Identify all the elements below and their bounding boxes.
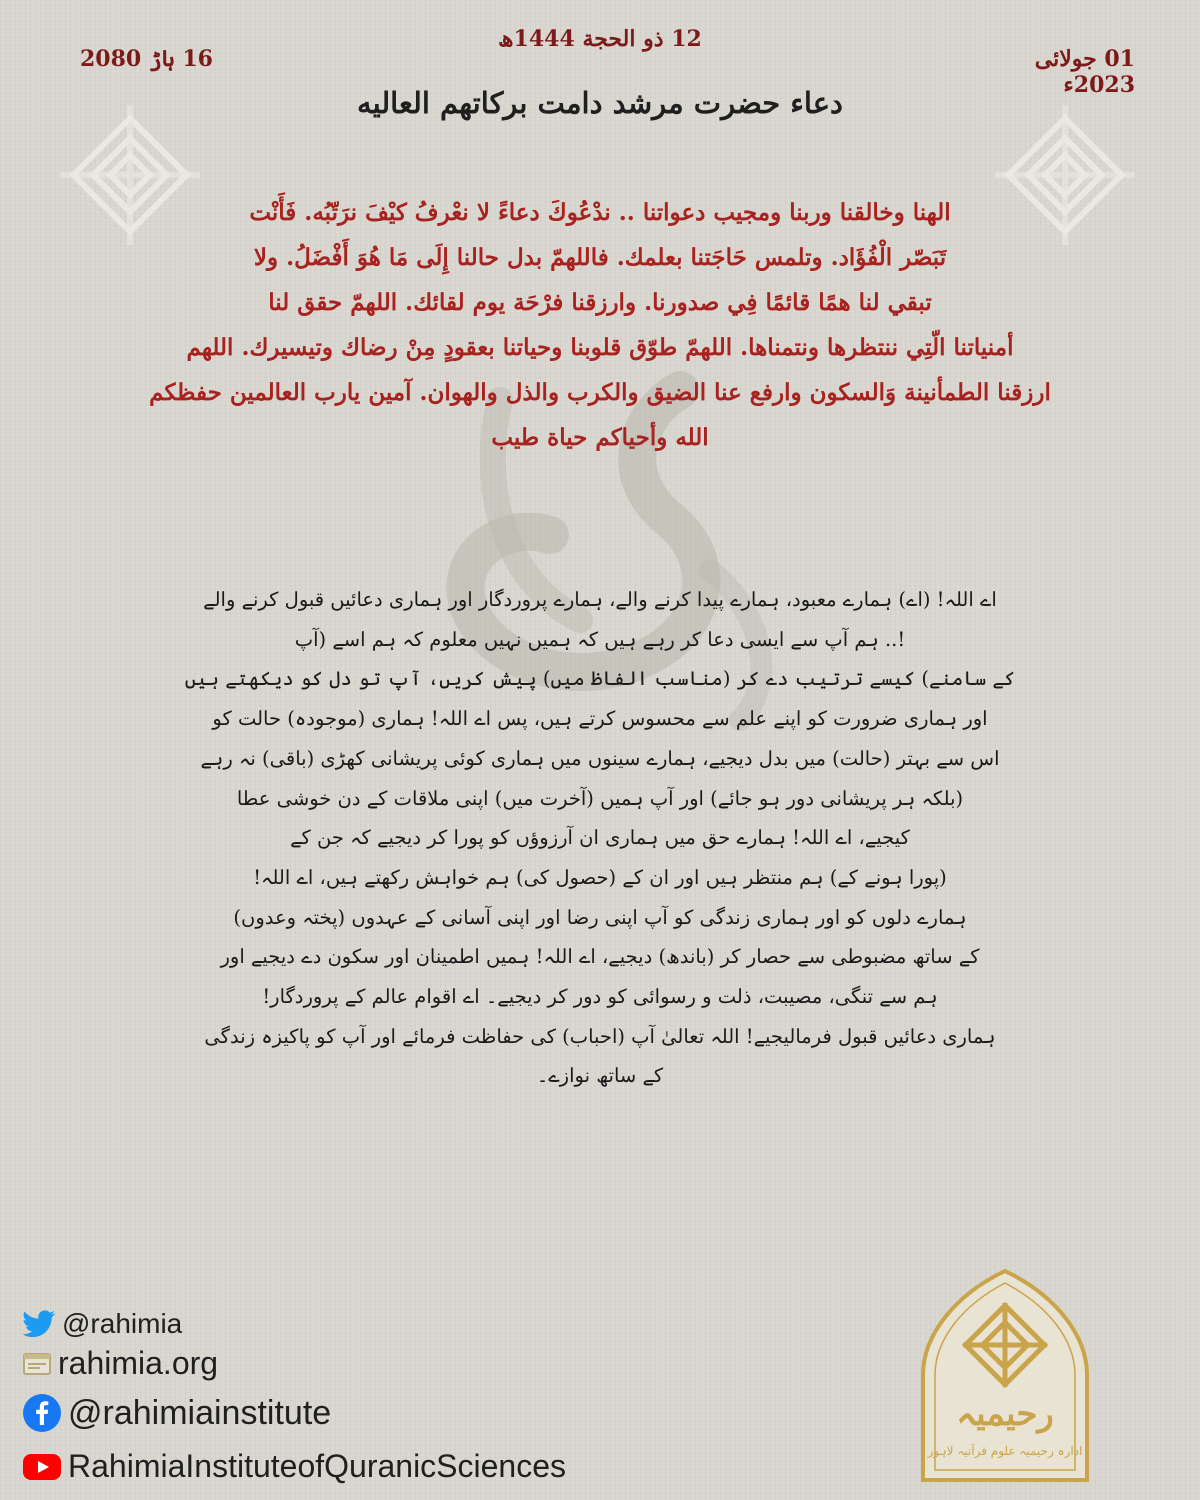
urdu-line: اے اللہ! (اے) ہمارے معبود، ہمارے پیدا کرنے والے، ہمارے پروردگار اور ہماری دعائیں قبول کرنے والے: [203, 588, 997, 611]
urdu-translation: [115, 580, 1085, 1096]
twitter-link[interactable]: [22, 1308, 182, 1340]
urdu-line: کے سامنے) کیسے ترتیب دے کر (مناسب الفاظ میں) پیش کریں، آپ تو دل کو دیکھتے ہیں: [184, 667, 1016, 691]
urdu-line: (پورا ہونے کے) ہم منتظر ہیں اور ان کے (حصول کی) ہم خواہش رکھتے ہیں، اے اللہ!: [253, 865, 947, 889]
page-title: دعاء حضرت مرشد دامت برکاتهم العالیه: [357, 86, 843, 120]
facebook-icon: [22, 1393, 62, 1433]
facebook-link[interactable]: [22, 1393, 331, 1433]
arabic-line: الله وأحياكم حياة طيب: [491, 424, 709, 451]
urdu-line: (بلکہ ہر پریشانی دور ہو جائے) اور آپ ہمیں (آخرت میں) اپنی ملاقات کے دن خوشی عطا: [236, 786, 964, 810]
facebook-handle: @rahimiainstitute: [68, 1393, 332, 1432]
urdu-line: ہم سے تنگی، مصیبت، ذلت و رسوائی کو دور کر دیجیے۔ اے اقوام عالم کے پروردگار!: [262, 985, 938, 1009]
youtube-channel: RahimiaInstituteofQuranicSciences: [68, 1448, 567, 1484]
arabic-line: أمنياتنا الّتِي ننتظرها ونتمناها. اللهمّ طوّق قلوبنا وحياتنا بعقودٍ مِنْ رضاك وتيسيرك. اللهم: [186, 334, 1014, 361]
browser-icon: [22, 1351, 52, 1377]
logo-name-text: رحیمیہ: [956, 1394, 1054, 1434]
twitter-icon: [22, 1310, 56, 1338]
urdu-line: ہماری دعائیں قبول فرمالیجیے! اللہ تعالیٰ آپ (احباب) کی حفاظت فرمائے اور آپ کو پاکیزہ زندگی: [204, 1024, 996, 1048]
arabic-dua: [90, 190, 1110, 460]
urdu-line: کے ساتھ مضبوطی سے حصار کر (باندھ) دیجیے، اے اللہ! ہمیں اطمینان اور سکون دے دیجیے اور: [220, 945, 980, 969]
date-gregorian: 01 جولائی 2023ء: [1034, 46, 1135, 98]
twitter-handle: @rahimia: [62, 1308, 183, 1339]
arabic-line: ارزقنا الطمأنينة وَالسكون وارفع عنا الضيق والكرب والذل والهوان. آمين يارب العالمين حفظكم: [149, 379, 1051, 406]
logo-subtitle-text: ادارہ رحیمیہ علوم قرآنیہ لاہور: [927, 1444, 1083, 1458]
date-hijri: 12 ذو الحجة 1444ھ: [498, 26, 702, 52]
urdu-line: کیجیے، اے اللہ! ہمارے حق میں ہماری ان آرزوؤں کو پورا کر دیجیے کہ جن کے: [290, 826, 910, 850]
urdu-line: !.. ہم آپ سے ایسی دعا کر رہے ہیں کہ ہمیں نہیں معلوم کہ ہم اسے (آپ: [294, 627, 906, 651]
date-bikrami: 16 ہاڑ 2080: [80, 46, 213, 72]
website-link[interactable]: [22, 1345, 218, 1382]
urdu-line: ہمارے دلوں کو اور ہماری زندگی کو آپ اپنی رضا اور اپنی آسانی کے عہدوں (پختہ وعدوں): [233, 905, 967, 929]
website-url: rahimia.org: [58, 1345, 219, 1381]
arabic-line: تبقي لنا همًا قائمًا فِي صدورنا. وارزقنا فرْحَة يوم لقائك. اللهمّ حقق لنا: [268, 289, 932, 316]
arabic-line: الهنا وخالقنا وربنا ومجيب دعواتنا .. ندْعُوكَ دعاءً لا نعْرفُ كيْفَ نرَتّبُه. فَأَنْت: [249, 199, 951, 226]
urdu-line: اور ہماری ضرورت کو اپنے علم سے محسوس کرتے ہیں، پس اے اللہ! ہماری (موجودہ) حالت کو: [212, 707, 988, 731]
urdu-line: اس سے بہتر (حالت) میں بدل دیجیے، ہمارے سینوں میں ہماری کوئی پریشانی کھڑی (باقی) نہ رہے: [200, 746, 1000, 770]
youtube-link[interactable]: [22, 1448, 566, 1485]
youtube-icon: [22, 1452, 62, 1482]
urdu-line: کے ساتھ نوازے۔: [536, 1064, 664, 1088]
arabic-line: تَبَصّر الْفُؤَاد. وتلمس حَاجَتنا بعلمك. فاللهمّ بدل حالنا إِلَى مَا هُوَ أَفْضَلُ. ولا: [253, 244, 947, 271]
rahimia-logo: [915, 1265, 1095, 1490]
